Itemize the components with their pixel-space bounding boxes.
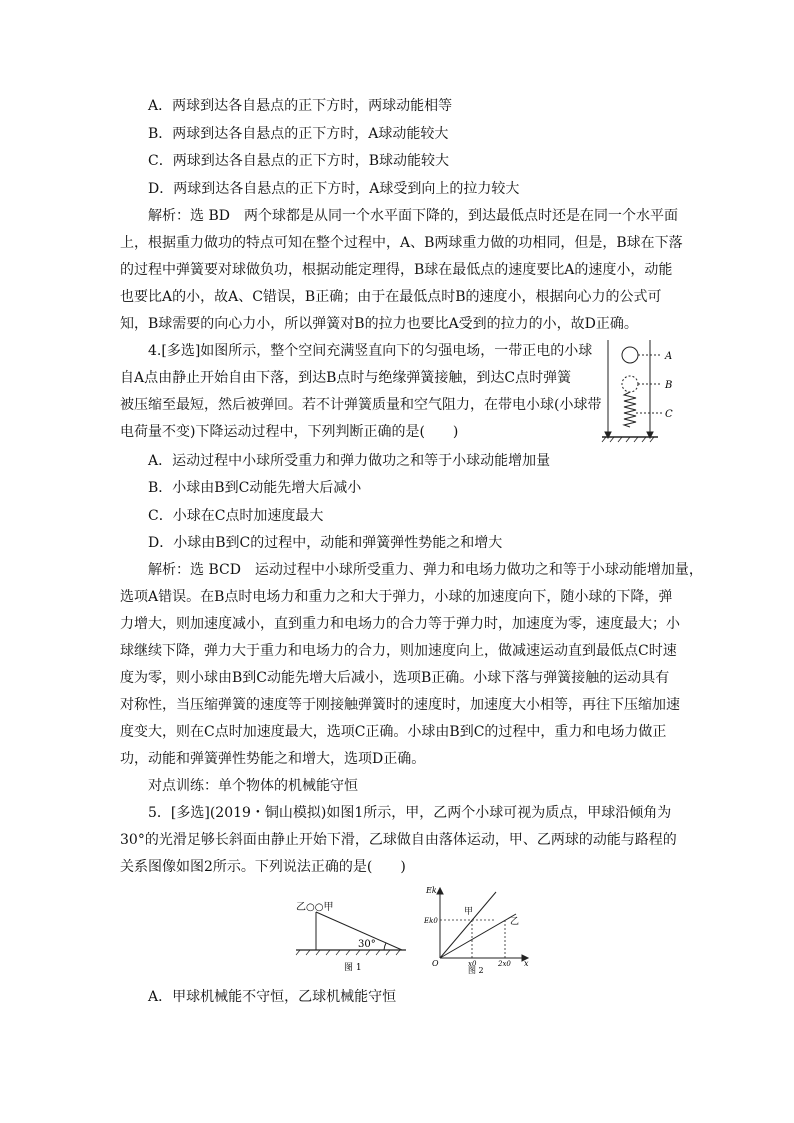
- q5-stem-line: 30°的光滑足够长斜面由静止开始下滑，乙球做自由落体运动，甲、乙两球的动能与路程的: [120, 832, 677, 848]
- fig2-x-tick-1: x0: [468, 960, 477, 968]
- section-heading: 对点训练：单个物体的机械能守恒: [148, 778, 358, 794]
- q4-analysis-line: 球继续下降，弹力大于重力和电场力的合力，则加速度向上，做减速运动直到最低点C时速: [120, 643, 677, 659]
- q3-option-d: D．两球到达各自悬点的正下方时，A球受到向上的拉力较大: [148, 181, 520, 197]
- q4-analysis-line: 对称性，当压缩弹簧的速度等于刚接触弹簧时的速度时，加速度大小相等，再往下压缩加速: [120, 697, 680, 713]
- q4-stem-line: 被压缩至最短，然后被弹回。若不计弹簧质量和空气阻力，在带电小球(小球带: [120, 397, 602, 413]
- fig2-y-axis-label: Ek: [426, 886, 437, 895]
- q4-analysis-line: 度为零，则小球由B到C动能先增大后减小，选项B正确。小球下落与弹簧接触的运动具有: [120, 670, 670, 686]
- q4-analysis-line: 度变大，则在C点时加速度最大，选项C正确。小球由B到C的过程中，重力和电场力做正: [120, 724, 667, 740]
- fig1-balls-label: 乙○○甲: [296, 902, 334, 913]
- fig2-series-jia: 甲: [464, 907, 474, 917]
- q4-spring-figure: [600, 338, 680, 444]
- q5-figure-1-incline: [292, 888, 410, 974]
- q4-stem-line: 电荷量不变)下降运动过程中，下列判断正确的是( ): [120, 424, 459, 440]
- q4-analysis-line: 功，动能和弹簧弹性势能之和增大，选项D正确。: [120, 751, 426, 767]
- fig1-caption: 图 1: [344, 963, 362, 973]
- q4-option-d: D．小球由B到C的过程中，动能和弹簧弹性势能之和增大: [148, 535, 503, 551]
- q3-analysis-line: 也要比A的小，故A、C错误，B正确；由于在最低点时B的速度小，根据向心力的公式可: [120, 289, 662, 305]
- q4-stem-line: 4.[多选]如图所示，整个空间充满竖直向下的匀强电场，一带正电的小球: [148, 343, 593, 359]
- q5-option-a: A．甲球机械能不守恒，乙球机械能守恒: [148, 989, 397, 1005]
- fig2-x-axis-label: x: [524, 959, 529, 968]
- fig1-angle-label: 30°: [358, 939, 376, 950]
- q3-analysis-line: 知，B球需要的向心力小，所以弹簧对B的拉力也要比A受到的拉力的小，故D正确。: [120, 316, 638, 332]
- q3-analysis-line: 解析：选 BD 两个球都是从同一个水平面下降的，到达最低点时还是在同一个水平面: [148, 208, 678, 224]
- q4-option-a: A．运动过程中小球所受重力和弹力做功之和等于小球动能增加量: [148, 453, 551, 469]
- q3-analysis-line: 的过程中弹簧要对球做负功，根据动能定理得，B球在最低点的速度要比A的速度小，动能: [120, 262, 673, 278]
- fig2-series-yi: 乙: [510, 917, 520, 927]
- q3-option-c: C．两球到达各自悬点的正下方时，B球动能较大: [148, 153, 449, 169]
- fig2-y-tick: Ek0: [424, 917, 438, 925]
- q5-stem-line: 5．[多选](2019・铜山模拟)如图1所示，甲，乙两个小球可视为质点，甲球沿倾角为: [148, 805, 672, 821]
- q4-analysis-line: 力增大，则加速度减小，直到重力和电场力的合力等于弹力时，加速度为零，速度最大；小: [120, 616, 680, 632]
- q4-stem-line: 自A点由静止开始自由下落，到达B点时与绝缘弹簧接触，到达C点时弹簧: [120, 370, 572, 386]
- q4-analysis-line: 选项A错误。在B点时电场力和重力之和大于弹力，小球的加速度向下，随小球的下降，弹: [120, 589, 673, 605]
- q3-analysis-line: 上，根据重力做功的特点可知在整个过程中，A、B两球重力做的功相同，但是，B球在下落: [120, 235, 683, 251]
- q3-option-b: B．两球到达各自悬点的正下方时，A球动能较大: [148, 126, 449, 142]
- q4-option-c: C．小球在C点时加速度最大: [148, 508, 324, 524]
- q3-option-a: A．两球到达各自悬点的正下方时，两球动能相等: [148, 98, 453, 114]
- fig2-caption: 图 2: [468, 966, 484, 974]
- figure-label-a: A: [665, 351, 673, 362]
- figure-label-b: B: [665, 380, 673, 391]
- fig2-origin: O: [432, 959, 439, 968]
- q5-figure-2-graph: [424, 884, 534, 974]
- q4-option-b: B．小球由B到C动能先增大后减小: [148, 480, 362, 496]
- q5-stem-line: 关系图像如图2所示。下列说法正确的是( ): [120, 859, 406, 875]
- figure-label-c: C: [665, 409, 673, 420]
- fig2-x-tick-2: 2x0: [498, 960, 511, 968]
- q4-analysis-line: 解析：选 BCD 运动过程中小球所受重力、弹力和电场力做功之和等于小球动能增加量，: [148, 562, 703, 578]
